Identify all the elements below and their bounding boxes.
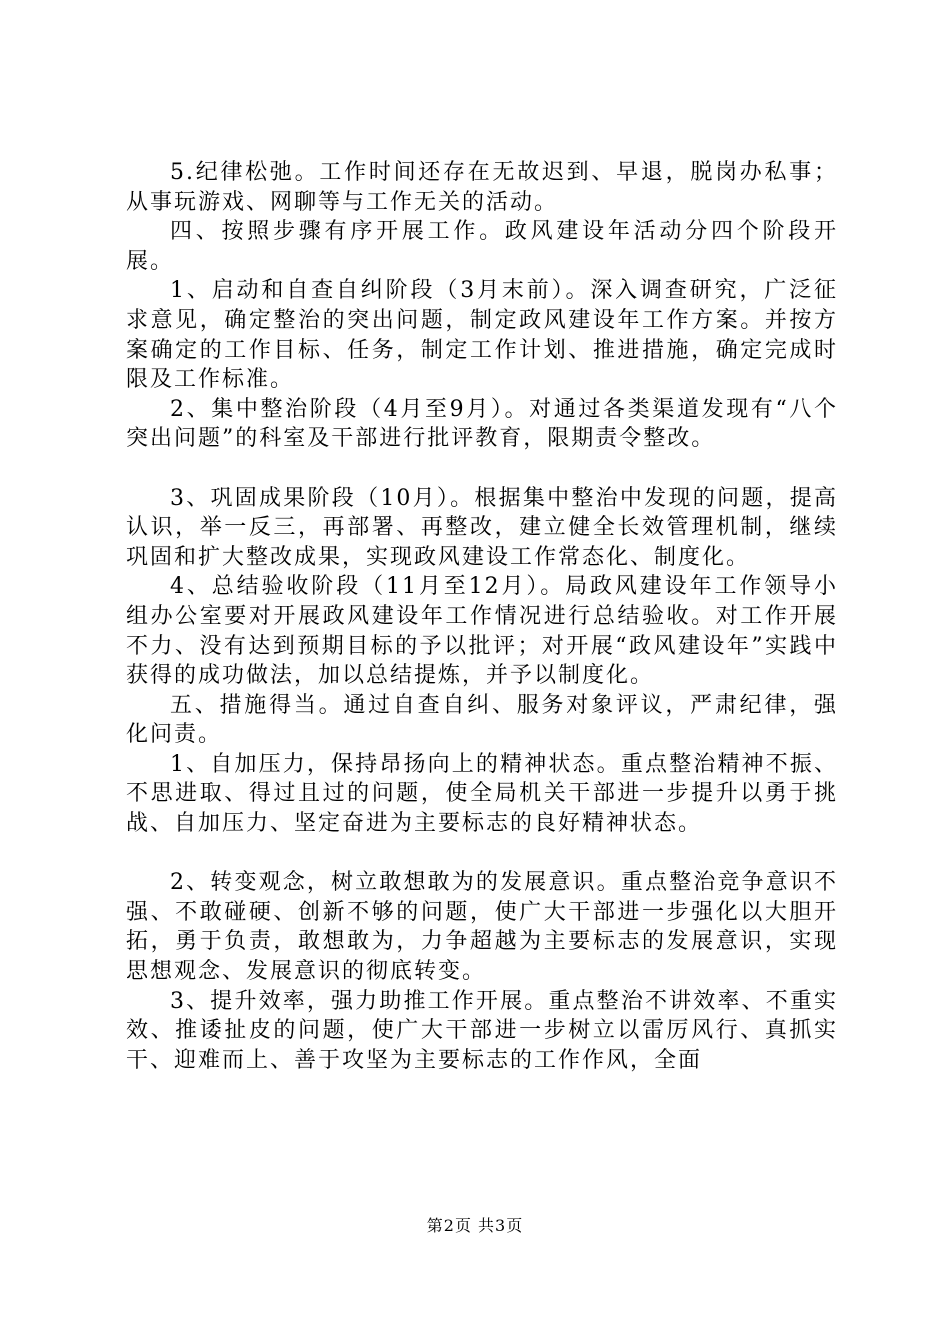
page-number-footer: 第2页 共3页 <box>426 1216 524 1235</box>
paragraph-stage-consolidation: 3、巩固成果阶段（10月）。根据集中整治中发现的问题，提高认识，举一反三，再部署、再整改，建立健全长效管理机制，继续巩固和扩大整改成果，实现政风建设工作常态化、制度化。 <box>126 485 838 570</box>
document-body <box>126 158 838 1075</box>
paragraph-section-four-heading: 四、按照步骤有序开展工作。政风建设年活动分四个阶段开展。 <box>126 219 838 274</box>
paragraph-stage-startup: 1、启动和自查自纠阶段（3月末前）。深入调查研究，广泛征求意见，确定整治的突出问题，制定政风建设年工作方案。并按方案确定的工作目标、任务，制定工作计划、推进措施，确定完成时限及工作标准。 <box>126 278 838 393</box>
paragraph-measure-mindset: 2、转变观念，树立敢想敢为的发展意识。重点整治竞争意识不强、不敢碰硬、创新不够的问题，使广大干部进一步强化以大胆开拓，勇于负责，敢想敢为，力争超越为主要标志的发展意识，实现思想观念、发展意识的彻底转变。 <box>126 870 838 985</box>
paragraph-measure-efficiency: 3、提升效率，强力助推工作开展。重点整治不讲效率、不重实效、推诿扯皮的问题，使广大干部进一步树立以雷厉风行、真抓实干、迎难而上、善于攻坚为主要标志的工作作风，全面 <box>126 988 838 1073</box>
paragraph-measure-pressure: 1、自加压力，保持昂扬向上的精神状态。重点整治精神不振、不思进取、得过且过的问题，使全局机关干部进一步提升以勇于挑战、自加压力、坚定奋进为主要标志的良好精神状态。 <box>126 751 838 837</box>
paragraph-stage-rectification: 2、集中整治阶段（4月至9月）。对通过各类渠道发现有“八个突出问题”的科室及干部进行批评教育，限期责令整改。 <box>126 396 838 452</box>
paragraph-stage-acceptance: 4、总结验收阶段（11月至12月）。局政风建设年工作领导小组办公室要对开展政风建设年工作情况进行总结验收。对工作开展不力、没有达到预期目标的予以批评；对开展“政风建设年”实践中获得的成功做法，加以总结提炼，并予以制度化。 <box>126 574 838 689</box>
paragraph-section-five-heading: 五、措施得当。通过自查自纠、服务对象评议，严肃纪律，强化问责。 <box>126 692 838 748</box>
paragraph-discipline-lax: 5.纪律松弛。工作时间还存在无故迟到、早退，脱岗办私事；从事玩游戏、网聊等与工作无关的活动。 <box>126 160 838 215</box>
